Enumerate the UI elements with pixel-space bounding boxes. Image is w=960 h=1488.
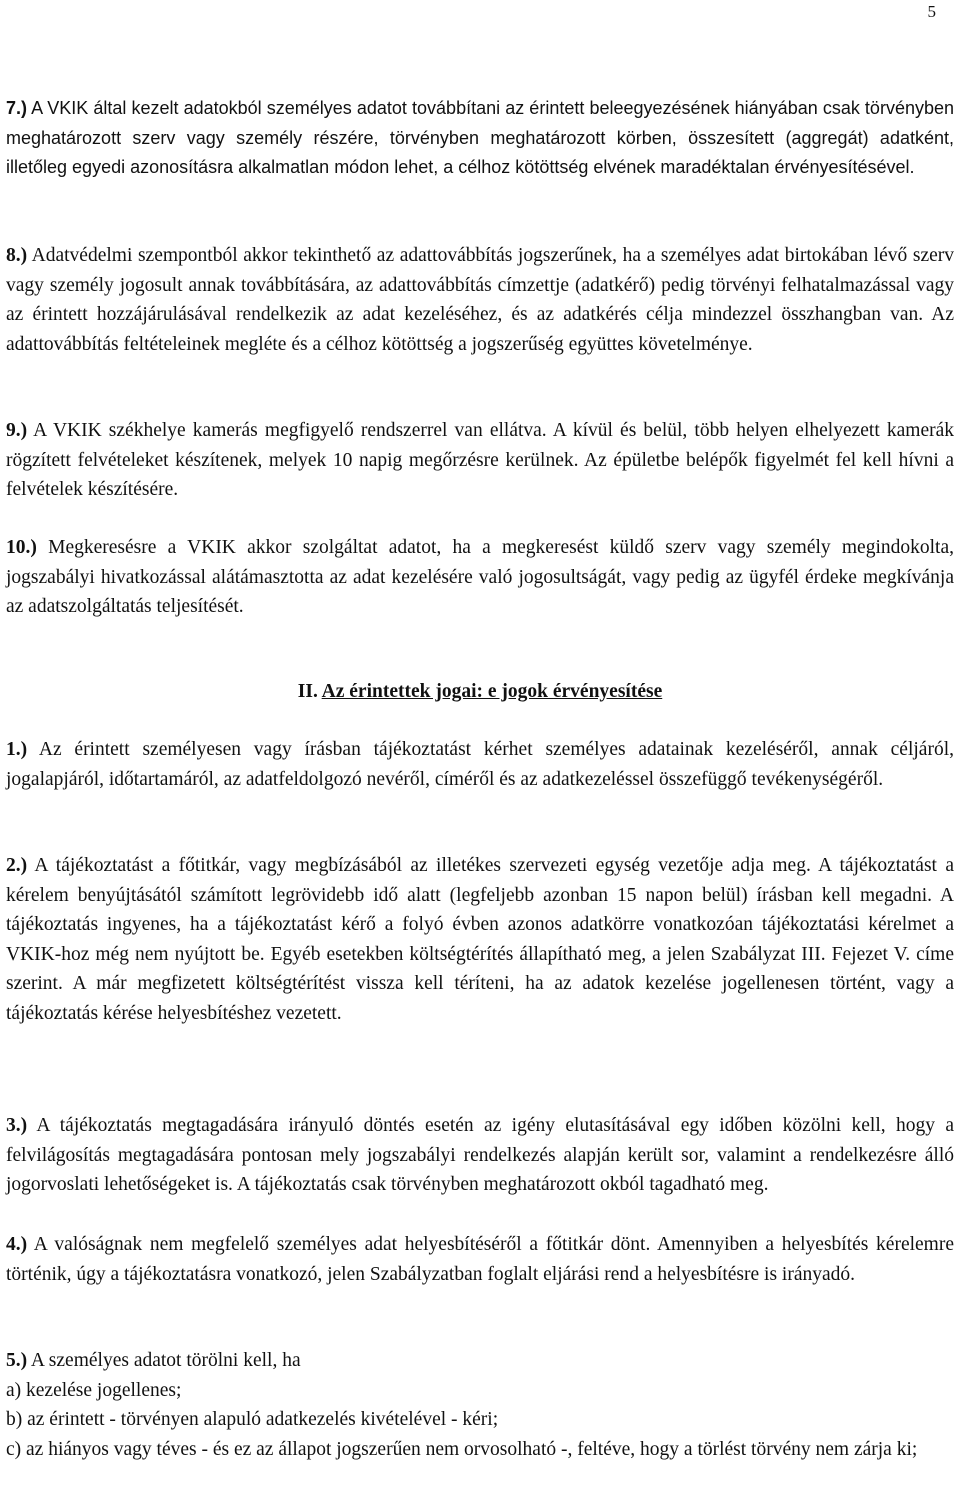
paragraph-5-intro <box>6 1346 954 1376</box>
section-title: Az érintettek jogai: e jogok érvényesítése <box>321 681 663 702</box>
section-paragraph-1 <box>6 735 954 794</box>
paragraph-7 <box>6 94 954 183</box>
paragraph-text: A tájékoztatást a főtitkár, vagy megbízásából az illetékes szervezeti egység vezetője adja meg. A tájékoztatást a kérelem benyújtásától számított legrövidebb idő alatt (legfeljebb azonban 15 napon belül) írásban kell megadni. A tájékoztatás ingyenes, ha a tájékoztatást kérő a folyó évben azonos adatkörre vonatkozóan tájékoztatási kérelmet a VKIK-hoz még nem nyújtott be. Egyéb esetekben költségtérítés állapítható meg, a jelen Szabályzat III. Fejezet V. címe szerint. A már megfizetett költségtérítést vissza kell téríteni, ha az adatok kezelése jogellenesen történt, vagy a tájékoztatás kérése helyesbítéshez vezetett. <box>6 855 954 1024</box>
paragraph-number: 3.) <box>6 1115 28 1136</box>
paragraph-number: 5.) <box>6 1350 28 1371</box>
paragraph-text: A személyes adatot törölni kell, ha <box>27 1350 301 1371</box>
section-paragraph-4 <box>6 1230 954 1289</box>
paragraph-text: A tájékoztatás megtagadására irányuló döntés esetén az igény elutasításával egy időben közölni kell, hogy a felvilágosítás megtagadására pontosan mely jogszabályi rendelkezés alapján került sor, valamint a rendelkezésre álló jogorvoslati lehetőségeket is. A tájékoztatás csak törvényben meghatározott okból tagadható meg. <box>6 1115 954 1195</box>
paragraph-number: 1.) <box>6 739 28 760</box>
section-paragraph-2 <box>6 851 954 1028</box>
paragraph-text: Megkeresésre a VKIK akkor szolgáltat adatot, ha a megkeresést küldő szerv vagy személy megindokolta, jogszabályi hivatkozással alátámasztotta az adat kezelésére való jogosultságát, vagy pedig az ügyfél érdeke megkívánja az adatszolgáltatás teljesítését. <box>6 537 954 617</box>
paragraph-text: Adatvédelmi szempontból akkor tekinthető az adattovábbítás jogszerűnek, ha a személyes adat birtokában lévő szerv vagy személy jogosult annak továbbítására, az adattovábbítás címzettje (adatkérő) pedig törvényi felhatalmazással vagy az érintett hozzájárulásával rendelkezik az adat kezeléséhez, és az adatkérés célja mindezzel összhangban van. Az adattovábbítás feltételeinek megléte és a célhoz kötöttség a jogszerűség együttes követelménye. <box>6 245 954 355</box>
paragraph-number: 7.) <box>6 98 28 118</box>
section-heading <box>6 677 954 707</box>
section-numeral: II. <box>297 681 318 702</box>
paragraph-number: 10.) <box>6 537 37 558</box>
list-item: c) az hiányos vagy téves - és ez az állapot jogszerűen nem orvosolható -, feltéve, hogy a törlést törvény nem zárja ki; <box>6 1438 918 1460</box>
section-paragraph-5 <box>6 1346 954 1464</box>
paragraph-number: 2.) <box>6 855 28 876</box>
paragraph-8 <box>6 241 954 359</box>
list-item: b) az érintett - törvényen alapuló adatkezelés kivételével - kéri; <box>6 1409 499 1430</box>
paragraph-text: Az érintett személyesen vagy írásban tájékoztatást kérhet személyes adatainak kezeléséről, annak céljáról, jogalapjáról, időtartamáról, az adatfeldolgozó nevéről, címéről és az adatkezeléssel összefüggő tevékenységéről. <box>6 739 954 790</box>
paragraph-10 <box>6 533 954 622</box>
paragraph-text: A VKIK székhelye kamerás megfigyelő rendszerrel van ellátva. A kívül és belül, több helyen elhelyezett kamerák rögzített felvételeket készítenek, melyek 10 napig megőrzésre kerülnek. Az épületbe belépők figyelmét fel kell hívni a felvételek készítésére. <box>6 420 954 500</box>
paragraph-number: 4.) <box>6 1234 28 1255</box>
section-paragraph-3 <box>6 1111 954 1200</box>
page-number: 5 <box>927 2 936 21</box>
paragraph-text: A VKIK által kezelt adatokból személyes adatot továbbítani az érintett beleegyezésének hiányában csak törvényben meghatározott szerv vagy személy részére, törvényben meghatározott körben, összesített (aggregát) adatként, illetőleg egyedi azonosításra alkalmatlan módon lehet, a célhoz kötöttség elvének maradéktalan érvényesítésével. <box>6 98 954 177</box>
paragraph-text: A valóságnak nem megfelelő személyes adat helyesbítéséről a főtitkár dönt. Amennyiben a helyesbítés kérelemre történik, úgy a tájékoztatásra vonatkozó, jelen Szabályzatban foglalt eljárási rend a helyesbítésre is irányadó. <box>6 1234 954 1285</box>
paragraph-number: 9.) <box>6 420 28 441</box>
list-item: a) kezelése jogellenes; <box>6 1379 182 1401</box>
paragraph-9 <box>6 416 954 505</box>
paragraph-number: 8.) <box>6 245 28 266</box>
